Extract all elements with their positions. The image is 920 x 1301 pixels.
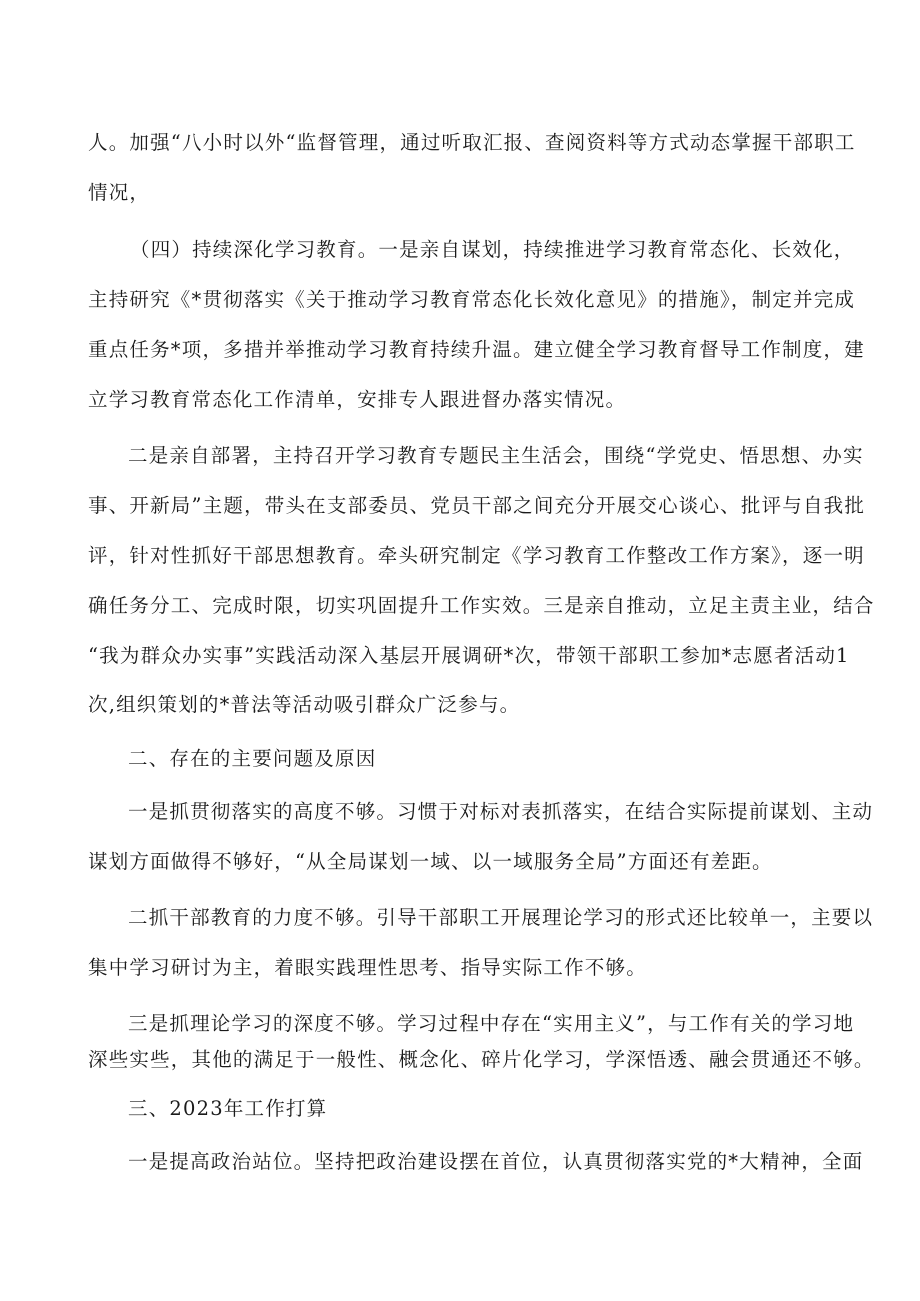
paragraph-line: 二是亲自部署，主持召开学习教育专题民主生活会，围绕“学党史、悟思想、办实: [128, 444, 864, 467]
paragraph-line: 重点任务*项，多措并举推动学习教育持续升温。建立健全学习教育督导工作制度，建: [88, 338, 865, 361]
paragraph-line: 事、开新局”主题，带头在支部委员、党员干部之间充分开展交心谈心、批评与自我批: [88, 494, 866, 517]
paragraph-line: 确任务分工、完成时限，切实巩固提升工作实效。三是亲自推动，立足主责主业，结合: [88, 594, 875, 617]
paragraph-line: 次,组织策划的*普法等活动吸引群众广泛参与。: [88, 693, 521, 716]
paragraph-line: 主持研究《*贯彻落实《关于推动学习教育常态化长效化意见》的措施》，制定并完成: [88, 288, 856, 311]
paragraph-line: 情况，: [88, 181, 151, 204]
paragraph-line: 立学习教育常态化工作清单，安排专人跟进督办落实情况。: [88, 388, 627, 411]
section-heading: 三、2023年工作打算: [128, 1097, 328, 1120]
paragraph-line: 集中学习研讨为主，着眼实践理性思考、指导实际工作不够。: [88, 956, 647, 979]
paragraph-line: 谋划方面做得不够好，“从全局谋划一域、以一域服务全局”方面还有差距。: [88, 850, 773, 873]
paragraph-line: “我为群众办实事”实践活动深入基层开展调研*次，带领干部职工参加*志愿者活动1: [88, 644, 850, 667]
paragraph-line: 二抓干部教育的力度不够。引导干部职工开展理论学习的形式还比较单一，主要以: [128, 906, 874, 929]
paragraph-line: 深些实些，其他的满足于一般性、概念化、碎片化学习，学深悟透、融会贯通还不够。: [88, 1048, 875, 1071]
paragraph-line: 三是抓理论学习的深度不够。学习过程中存在“实用主义”，与工作有关的学习地: [128, 1012, 855, 1035]
paragraph-line: 评，针对性抓好干部思想教育。牵头研究制定《学习教育工作整改工作方案》，逐一明: [88, 544, 865, 567]
paragraph-line: 人。加强“八小时以外“监督管理，通过听取汇报、查阅资料等方式动态掌握干部职工: [88, 131, 856, 154]
paragraph-line: （四）持续深化学习教育。一是亲自谋划，持续推进学习教育常态化、长效化，: [130, 238, 855, 261]
paragraph-line: 一是提高政治站位。坚持把政治建设摆在首位，认真贯彻落实党的*大精神，全面: [128, 1150, 864, 1173]
section-heading: 二、存在的主要问题及原因: [128, 747, 377, 770]
paragraph-line: 一是抓贯彻落实的高度不够。习惯于对标对表抓落实，在结合实际提前谋划、主动: [128, 800, 874, 823]
